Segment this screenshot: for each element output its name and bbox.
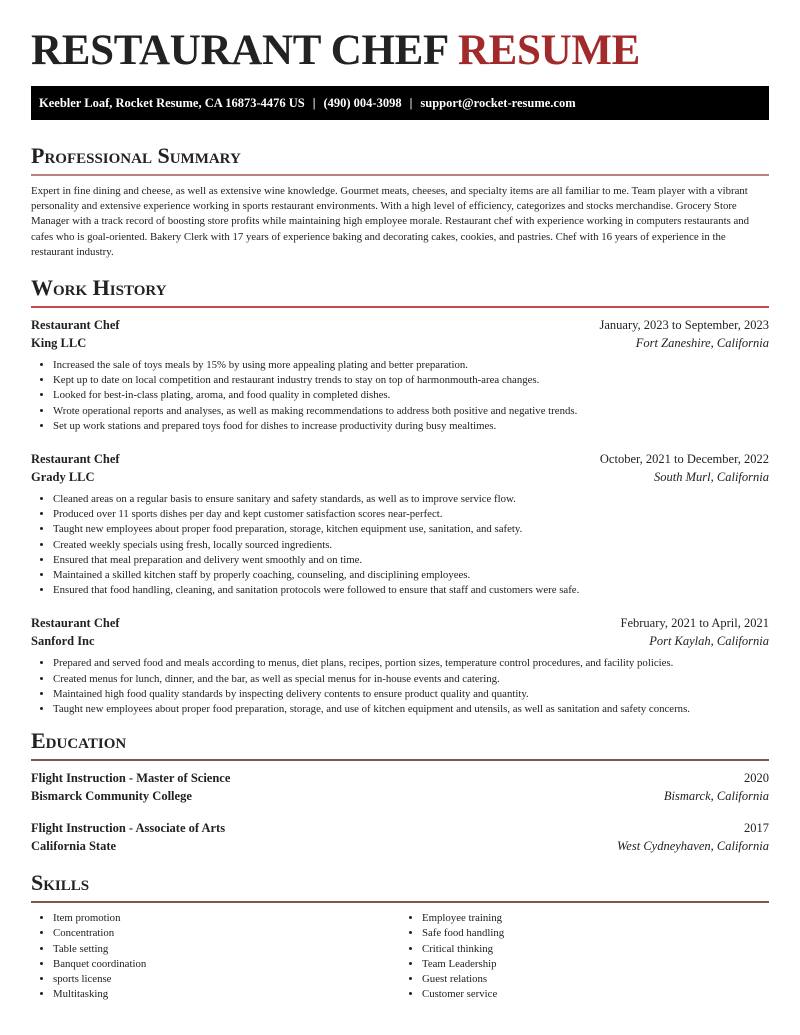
skill-item: • sports license (53, 972, 400, 987)
list-item: • Prepared and served food and meals according to menus, diet plans, recipes, portion sizes, temperature control procedures, and facility policies. (53, 656, 769, 671)
list-item: • Taught new employees about proper food preparation, storage, kitchen equipment use, sanitation, and safety. (53, 522, 769, 537)
contact-email[interactable]: support@rocket-resume.com (420, 96, 576, 110)
job-location: Fort Zaneshire, California (635, 336, 769, 351)
year: 2020 (744, 771, 769, 786)
summary-section (31, 142, 769, 260)
job-bullets (31, 492, 769, 598)
skills-section (31, 869, 769, 1002)
work-history-section (31, 274, 769, 717)
title-accent: RESUME (457, 27, 641, 74)
skill-item: • Employee training (422, 911, 769, 926)
list-item: • Set up work stations and prepared toys food for dishes to increase productivity during busy mealtimes. (53, 419, 769, 434)
job-title: Restaurant Chef (31, 616, 120, 631)
list-item: • Maintained a skilled kitchen staff by properly coaching, counseling, and disciplining employees. (53, 568, 769, 583)
job-entry (31, 450, 769, 598)
school-location: West Cydneyhaven, California (617, 839, 769, 854)
list-item: • Ensured that meal preparation and delivery went smoothly and on time. (53, 553, 769, 568)
job-company: Sanford Inc (31, 634, 95, 649)
section-heading-education: Education (31, 728, 127, 754)
contact-phone: (490) 004-3098 (323, 96, 402, 110)
job-bullets (31, 358, 769, 434)
contact-address: Keebler Loaf, Rocket Resume, CA 16873-4476 US (39, 96, 305, 110)
job-company: Grady LLC (31, 470, 95, 485)
school: Bismarck Community College (31, 789, 192, 804)
list-item: • Produced over 11 sports dishes per day and kept customer satisfaction scores near-perfect. (53, 507, 769, 522)
skill-item: • Team Leadership (422, 957, 769, 972)
skill-item: • Table setting (53, 942, 400, 957)
degree: Flight Instruction - Associate of Arts (31, 821, 226, 836)
list-item: • Cleaned areas on a regular basis to ensure sanitary and safety standards, as well as to improve service flow. (53, 492, 769, 507)
separator: | (409, 96, 413, 110)
job-dates: January, 2023 to September, 2023 (599, 318, 769, 333)
list-item: • Wrote operational reports and analyses, as well as making recommendations to address both positive and negative trends. (53, 404, 769, 419)
list-item: • Created weekly specials using fresh, locally sourced ingredients. (53, 538, 769, 553)
page-title (31, 0, 769, 74)
school: California State (31, 839, 117, 854)
skill-item: • Customer service (422, 987, 769, 1002)
skill-item: • Concentration (53, 926, 400, 941)
section-divider (31, 306, 769, 308)
separator: | (312, 96, 316, 110)
contact-bar (31, 86, 769, 120)
job-title: Restaurant Chef (31, 452, 120, 467)
list-item: • Created menus for lunch, dinner, and the bar, as well as special menus for in-house events and catering. (53, 672, 769, 687)
list-item: • Ensured that food handling, cleaning, and sanitation protocols were followed to ensure that staff and customers were safe. (53, 583, 769, 598)
skill-item: • Safe food handling (422, 926, 769, 941)
section-divider (31, 174, 769, 176)
job-dates: February, 2021 to April, 2021 (620, 616, 769, 631)
education-entry (31, 819, 769, 855)
year: 2017 (744, 821, 769, 836)
list-item: • Looked for best-in-class plating, aroma, and food quality in completed dishes. (53, 388, 769, 403)
section-heading-work: Work History (31, 275, 167, 301)
skill-item: • Guest relations (422, 972, 769, 987)
job-entry (31, 614, 769, 717)
skill-item: • Banquet coordination (53, 957, 400, 972)
skill-item: • Item promotion (53, 911, 400, 926)
list-item: • Taught new employees about proper food preparation, storage, and use of kitchen equipment and utensils, as well as sanitation and safety concerns. (53, 702, 769, 717)
education-section (31, 727, 769, 855)
section-divider (31, 901, 769, 903)
title-main: RESTAURANT CHEF (31, 27, 448, 74)
list-item: • Increased the sale of toys meals by 15% by using more appealing plating and better preparation. (53, 358, 769, 373)
skill-item: • Critical thinking (422, 942, 769, 957)
education-entry (31, 769, 769, 805)
job-bullets (31, 656, 769, 717)
skill-item: • Multitasking (53, 987, 400, 1002)
section-divider (31, 759, 769, 761)
skills-right-column (400, 911, 769, 1002)
job-company: King LLC (31, 336, 87, 351)
job-dates: October, 2021 to December, 2022 (599, 452, 769, 467)
job-location: South Murl, California (654, 470, 769, 485)
job-entry (31, 316, 769, 434)
school-location: Bismarck, California (663, 789, 769, 804)
job-title: Restaurant Chef (31, 318, 120, 333)
list-item: • Maintained high food quality standards by inspecting delivery contents to ensure product quality and quantity. (53, 687, 769, 702)
section-heading-summary: Professional Summary (31, 143, 241, 168)
list-item: • Kept up to date on local competition and restaurant industry trends to stay on top of harmonmouth-area changes. (53, 373, 769, 388)
summary-text: Expert in fine dining and cheese, as well as extensive wine knowledge. Gourmet meats, cheeses, and specialty items are all familiar to me. Team player with a vibrant personality and extensive experience working in sports restaurant environments. With a high level of efficiency, categorizes and stocks merchandise. Grocery Store Manager with a track record of boosting store profits while maintaining high employee morale. Restaurant chef with experience working in computers restaurants and cafes who is goal-oriented. Bakery Clerk with 17 years of experience baking and decorating cakes, cookies, and pastries. Chef with 16 years of experience in the restaurant industry. (31, 185, 750, 258)
job-location: Port Kaylah, California (649, 634, 769, 649)
skills-columns (31, 911, 769, 1002)
degree: Flight Instruction - Master of Science (31, 771, 231, 786)
skills-left-column (31, 911, 400, 1002)
section-heading-skills: Skills (31, 870, 90, 896)
